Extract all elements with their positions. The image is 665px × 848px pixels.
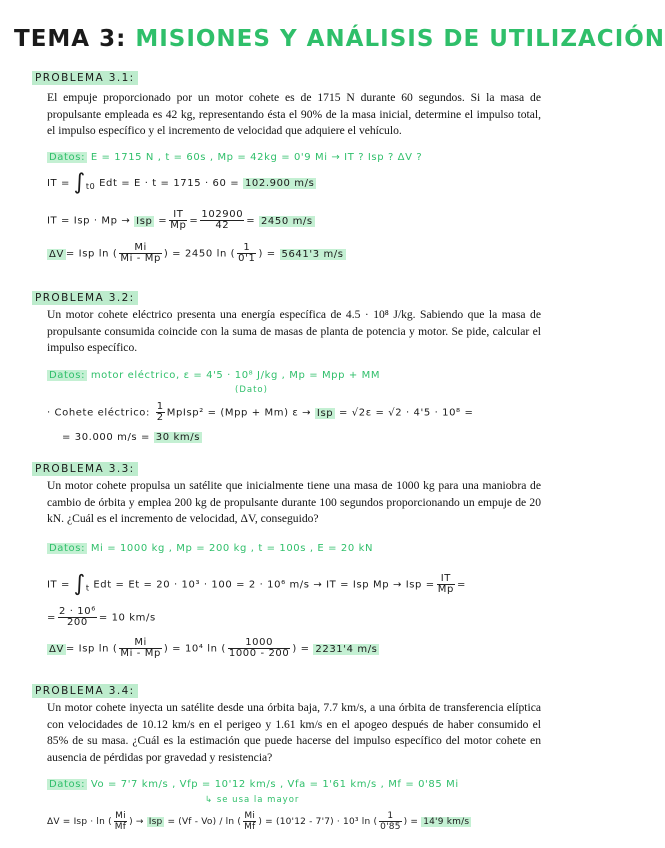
problem-2-statement: Un motor cohete eléctrico presenta una energía específica de 4.5 · 10⁸ J/kg. Sabiendo que la masa de propulsante consumida coincide con la suma de masas de planta de potencia y motor. Se pide, calcular el impulso específico. (47, 308, 541, 354)
problem-3-data: Datos: Mi = 1000 kg , Mp = 200 kg , t = 100s , E = 20 kN (49, 543, 374, 554)
problem-1-title: PROBLEMA 3.1: (32, 72, 138, 84)
problem-4-statement: Un motor cohete inyecta un satélite desde una órbita baja, 7.7 km/s, a una órbita de transferencia elíptica con velocidades de 10.12 km/s en el perigeo y 1.61 km/s en el apogeo después de haber consumido el 85% de su masa. ¿Cuál es la estimación que puede hacerse del impulso específico del motor cohete en ausencia de pérdidas por gravedad y resistencia? (47, 701, 541, 764)
problem-4-data: Datos: Vo = 7'7 km/s , Vfp = 10'12 km/s , Vfa = 1'61 km/s , Mf = 0'85 Mi (49, 779, 459, 790)
problem-3-title: PROBLEMA 3.3: (32, 463, 138, 475)
page-title (14, 26, 665, 52)
problem-2-title: PROBLEMA 3.2: (32, 292, 138, 304)
problem-1-step-1: IT = $\int_{t0}$ Edt = E · t = 1715 · 60 = 102.900 m/s (47, 170, 315, 195)
problem-4-title: PROBLEMA 3.4: (32, 685, 138, 697)
problem-4-step-1: ΔV = Isp · ln ( $\frac{Mi}{Mf}$ ) → Isp = (Vf - Vo) / ln ( $\frac{Mi}{Mf}$ ) = (10'12 - 7'7) · 10³ ln ( $\frac{1}{0'85}$ ) = 14'9 km/s (47, 811, 470, 832)
title-topic: MISIONES Y ANÁLISIS DE UTILIZACIÓN (135, 26, 665, 52)
problem-1-data: Datos: E = 1715 N , t = 60s , Mp = 42kg = 0'9 Mi → IT ? Isp ? ΔV ? (49, 152, 423, 163)
problem-3-statement: Un motor cohete propulsa un satélite que inicialmente tiene una masa de 1000 kg para una maniobra de cambio de órbita y emplea 200 kg de propulsante durante 100 segundos proporcionando un empuje de 20 kN. ¿Cuál es el incremento de velocidad, ΔV, conseguido? (47, 479, 541, 525)
problem-2-data-note: (Dato) (235, 385, 268, 395)
problem-1-step-2: IT = Isp · Mp → Isp = $\frac{IT}{Mp}$ = $\frac{102900}{42}$ = 2450 m/s (47, 209, 313, 231)
problem-4-data-note: ↳ se usa la mayor (205, 795, 300, 805)
problem-2-step-2: = 30.000 m/s = 30 km/s (62, 432, 201, 443)
title-prefix: TEMA 3: (14, 26, 127, 52)
problem-2-data: Datos: motor eléctrico, ɛ = 4'5 · 10⁸ J/kg , Mp = Mpp + MM (49, 370, 381, 381)
problem-1-step-3: ΔV = Isp ln ( $\frac{Mi}{Mi - Mp}$ ) = 2450 ln ( $\frac{1}{0'1}$ ) = 5641'3 m/s (49, 242, 344, 264)
problem-3-step-2: = $\frac{\text{2 · 10⁶}}{200}$ = 10 km/s (47, 606, 156, 628)
problem-3-step-3: ΔV = Isp ln ( $\frac{Mi}{Mi - Mp}$ ) = 10⁴ ln ( $\frac{1000}{1000 - 200}$ ) = 2231'4 m/s (49, 637, 378, 659)
problem-1-statement: El empuje proporcionado por un motor cohete es de 1715 N durante 60 segundos. Si la masa de propulsante empleada es 42 kg, representando ésta el 90% de la masa inicial, determine el impulso total, el impulso específico y el incremento de velocidad que adquiere el vehículo. (47, 91, 541, 137)
problem-3-step-1: IT = $\int_t$ Edt = Et = 20 · 10³ · 100 = 2 · 10⁶ m/s → IT = Isp Mp → Isp = $\frac{IT}{Mp}$ = (47, 571, 466, 597)
problem-2-step-1: · Cohete eléctrico: $\frac{1}{2}$ MpIsp² = (Mpp + Mm) ɛ → Isp = √2ɛ = √2 · 4'5 · 10⁸ = (47, 401, 474, 423)
